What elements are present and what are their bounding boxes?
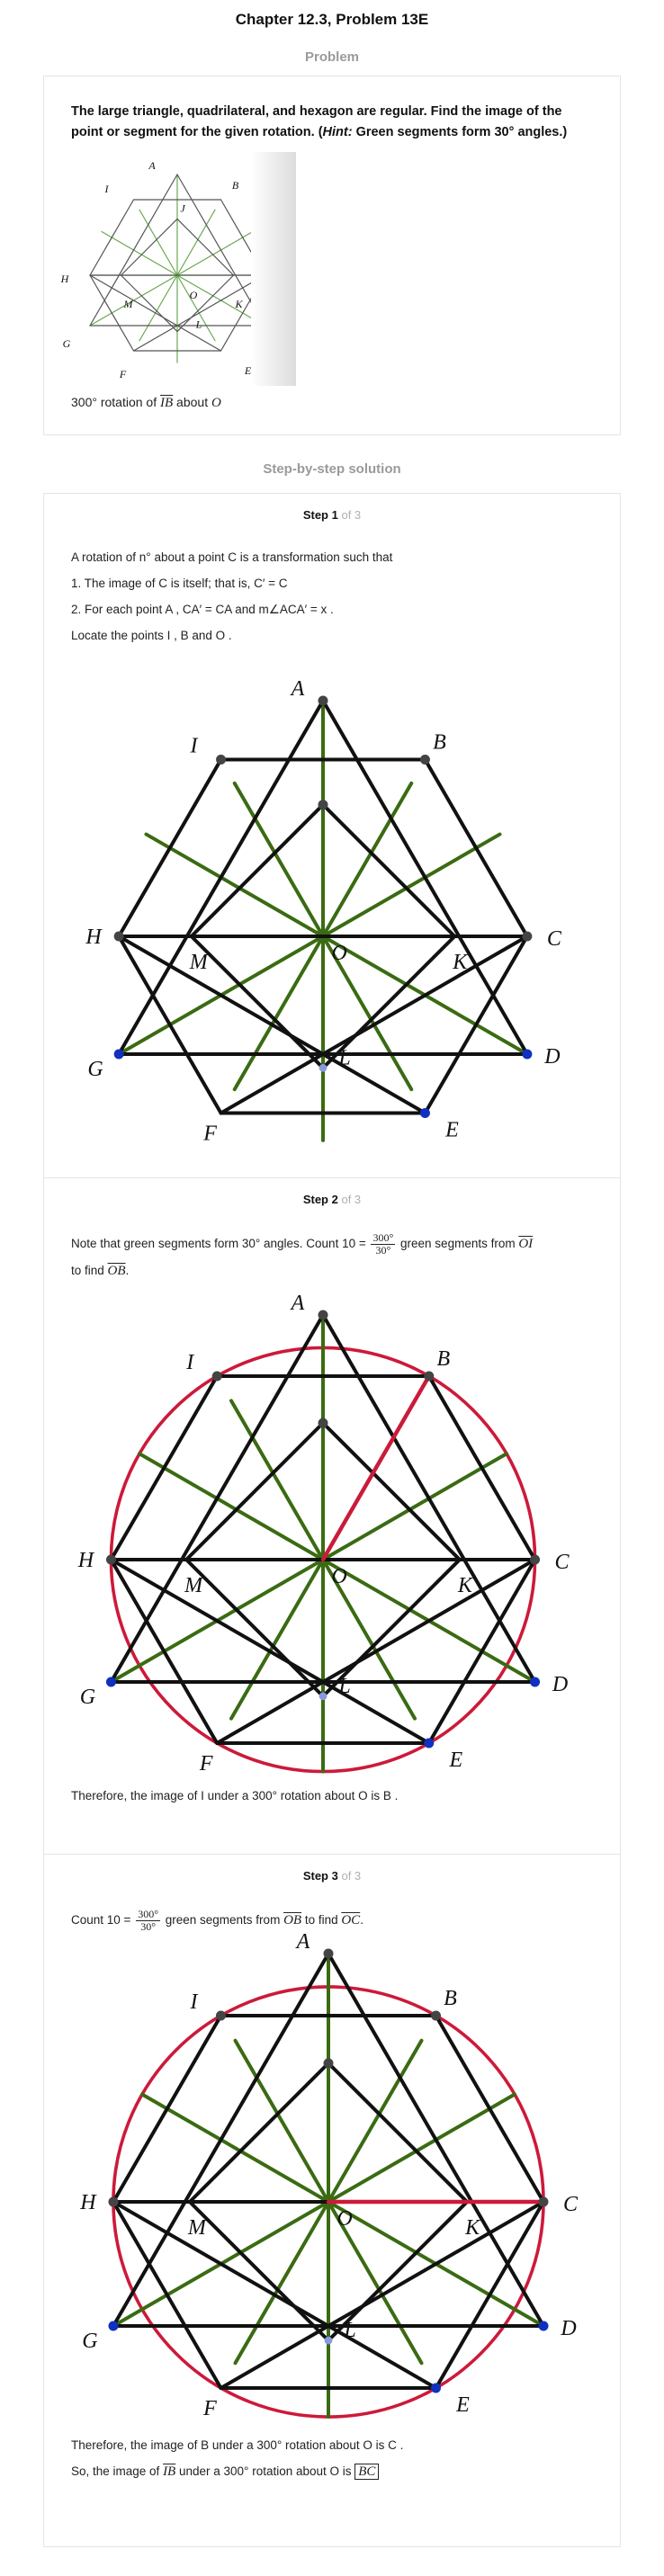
step-3-line-1: Count 10 = $\frac{300^\circ}{30^\circ}$ green segments from $\overline{OB}$ to find $\overline{OC}$. <box>71 1907 363 1933</box>
label-f: F <box>119 368 127 380</box>
label-k: K <box>465 2216 480 2240</box>
point-l <box>319 1692 328 1700</box>
hexagon-edge <box>436 2016 544 2202</box>
step-2-heading: Step 2 of 3 <box>302 1193 362 1206</box>
green-spoke <box>236 2041 329 2202</box>
point-l <box>319 1064 328 1072</box>
triangle-edge <box>113 2202 436 2388</box>
green-spoke <box>328 2094 515 2202</box>
label-a: A <box>291 677 305 701</box>
segment-oc: $\overline{OC}$ <box>341 1913 361 1928</box>
green-spoke <box>231 1560 323 1719</box>
step-3-text <box>44 1894 620 1934</box>
point-a <box>324 1949 334 1959</box>
step-2-figure <box>44 1292 620 1777</box>
label-c: C <box>546 927 561 951</box>
label-b: B <box>444 1987 457 2010</box>
label-h: H <box>77 1549 94 1572</box>
triangle-edge <box>134 275 265 351</box>
problem-card <box>43 76 621 435</box>
problem-figure <box>60 152 296 386</box>
point-d <box>522 1050 532 1060</box>
label-b: B <box>436 1347 451 1371</box>
label-o: O <box>331 942 347 965</box>
point-b <box>431 2011 441 2021</box>
label-k: K <box>453 951 468 974</box>
step-2-line-1: Note that green segments form 30° angles. Count 10 = $\frac{300^\circ}{30^\circ}$ green segments from $\overline{OI}$ <box>71 1230 534 1257</box>
hexagon-edge <box>119 760 220 937</box>
step-1-text <box>44 533 620 648</box>
green-spoke <box>323 1453 507 1560</box>
step-2-conclusion: Therefore, the image of I under a 300° rotation about O is B . <box>71 1789 399 1802</box>
green-spoke <box>142 2094 328 2202</box>
label-k: K <box>457 1574 472 1597</box>
problem-heading: Problem <box>304 49 359 65</box>
label-a: A <box>291 1292 305 1315</box>
step-1-figure <box>44 674 620 1159</box>
triangle-edge <box>111 1315 323 1682</box>
green-spoke <box>147 835 324 936</box>
segment-ob: $\overline{OB}$ <box>107 1264 126 1278</box>
point-h <box>106 1555 116 1565</box>
point-j <box>319 800 328 809</box>
step-1-line-2: 1. The image of C is itself; that is, C′ = C <box>71 577 288 590</box>
step-1-line-1: A rotation of n° about a point C is a transformation such that <box>71 550 393 564</box>
point-g <box>106 1677 116 1687</box>
segment-ob: $\overline{OB}$ <box>283 1913 302 1928</box>
point-c <box>539 2197 549 2207</box>
label-j: J <box>180 201 185 215</box>
step-3-conclusion-2: So, the image of $\overline{IB}$ under a 300° rotation about O is $\overline{BC}$ <box>71 2458 403 2485</box>
label-l: L <box>195 318 202 331</box>
point-e <box>420 1108 430 1118</box>
label-e: E <box>456 2393 470 2417</box>
label-a: A <box>148 159 156 172</box>
hint-label: Hint: <box>322 125 353 139</box>
label-l: L <box>344 2319 356 2343</box>
label-i: I <box>104 183 109 195</box>
solution-heading: Step-by-step solution <box>263 461 401 477</box>
triangle-edge <box>119 701 323 1054</box>
segment-oi: $\overline{OI}$ <box>518 1237 534 1251</box>
label-d: D <box>552 1673 569 1696</box>
label-g: G <box>62 337 71 350</box>
segment-ib: $\overline{IB}$ <box>160 396 174 410</box>
point-d <box>530 1677 540 1687</box>
label-d: D <box>544 1045 561 1069</box>
point-c <box>530 1555 540 1565</box>
label-g: G <box>87 1058 103 1081</box>
label-m: M <box>184 1574 203 1597</box>
step-2 <box>44 1177 620 1854</box>
point-j <box>324 2058 334 2068</box>
green-spoke <box>177 275 215 341</box>
label-m: M <box>187 2216 206 2240</box>
triangle-edge <box>221 936 527 1114</box>
point-g <box>108 2321 118 2331</box>
answer-box: $\overline{BC}$ <box>354 2464 379 2480</box>
triangle-edge <box>323 1315 535 1682</box>
green-spoke <box>328 2041 422 2202</box>
point-e <box>424 1739 434 1749</box>
label-e: E <box>244 364 252 377</box>
point-h <box>114 932 124 942</box>
page-shadow <box>251 152 296 386</box>
segment-ib: $\overline{IB}$ <box>163 2464 176 2479</box>
label-i: I <box>186 1351 194 1374</box>
label-l: L <box>338 1046 351 1070</box>
green-spoke <box>323 783 411 936</box>
label-h: H <box>60 273 69 285</box>
point-j <box>319 1418 328 1428</box>
page-title: Chapter 12.3, Problem 13E <box>235 11 429 28</box>
hexagon-edge <box>425 760 526 937</box>
triangle-edge <box>90 174 177 326</box>
point-g <box>114 1050 124 1060</box>
hexagon-edge <box>90 200 133 275</box>
step-1-line-4: Locate the points I , B and O . <box>71 629 232 642</box>
hexagon-edge <box>90 275 133 351</box>
label-b: B <box>433 730 446 755</box>
step-1-heading: Step 1 of 3 <box>302 508 362 522</box>
label-e: E <box>445 1118 459 1142</box>
triangle-edge <box>217 1560 534 1743</box>
label-k: K <box>235 298 243 310</box>
label-i: I <box>190 734 198 758</box>
step-1 <box>44 494 620 1177</box>
point-i <box>212 1372 222 1382</box>
hexagon-edge <box>113 2016 221 2202</box>
green-spoke <box>323 835 500 936</box>
triangle-edge <box>328 1954 543 2326</box>
point-e <box>431 2384 441 2393</box>
step-3-heading: Step 3 of 3 <box>302 1869 362 1883</box>
point-b <box>420 755 430 765</box>
point-a <box>319 696 328 706</box>
hexagon-edge <box>111 1376 217 1560</box>
label-g: G <box>79 1686 96 1709</box>
label-h: H <box>85 926 102 949</box>
green-spoke <box>139 210 177 275</box>
triangle-edge <box>90 275 220 351</box>
center-o: O <box>211 396 221 410</box>
triangle-edge <box>323 701 527 1054</box>
label-i: I <box>190 1990 198 2014</box>
point-a <box>319 1310 328 1320</box>
point-i <box>216 2011 226 2021</box>
green-spoke <box>139 275 177 341</box>
fraction: $\frac{300^\circ}{30^\circ}$ <box>138 1907 158 1933</box>
green-spoke <box>139 1453 323 1560</box>
triangle-edge <box>220 2202 543 2388</box>
green-spoke <box>236 2202 329 2363</box>
label-m: M <box>189 951 208 974</box>
point-c <box>522 932 532 942</box>
point-l <box>325 2337 333 2345</box>
label-l: L <box>338 1674 351 1698</box>
step-3-conclusion <box>44 2432 430 2485</box>
label-e: E <box>449 1749 463 1772</box>
problem-question: 300° rotation of $\overline{IB}$ about O <box>71 395 221 410</box>
step-3-figure <box>44 1930 620 2427</box>
green-spoke <box>177 232 253 275</box>
label-o: O <box>331 1565 347 1588</box>
step-2-text <box>44 1218 620 1284</box>
point-b <box>424 1372 434 1382</box>
label-o: O <box>189 289 198 301</box>
triangle-edge <box>119 936 425 1114</box>
label-f: F <box>203 1122 217 1146</box>
label-c: C <box>563 2193 579 2216</box>
step-3 <box>44 1854 620 2546</box>
label-d: D <box>561 2317 577 2340</box>
label-a: A <box>296 1930 310 1954</box>
green-spoke <box>231 1400 323 1560</box>
point-i <box>216 755 226 765</box>
label-c: C <box>554 1551 570 1574</box>
triangle-edge <box>111 1560 428 1743</box>
step-2-line-2: to find $\overline{OB}$. <box>71 1264 130 1278</box>
fraction: $\frac{300^\circ}{30^\circ}$ <box>372 1230 394 1257</box>
point-d <box>539 2321 549 2331</box>
label-g: G <box>82 2330 98 2353</box>
hexagon-edge <box>429 1376 535 1560</box>
problem-statement: The large triangle, quadrilateral, and hexagon are regular. Find the image of the point or segment for the given rotation. (Hint: Green segments form 30° angles.) <box>71 104 568 139</box>
label-f: F <box>203 2397 217 2420</box>
label-m: M <box>123 298 133 310</box>
triangle-edge <box>113 1954 328 2326</box>
green-spoke <box>177 210 215 275</box>
solution-card <box>43 493 621 2547</box>
label-h: H <box>80 2191 96 2214</box>
label-b: B <box>231 179 239 192</box>
step-3-conclusion-1: Therefore, the image of B under a 300° rotation about O is C . <box>71 2438 404 2452</box>
green-spoke <box>235 783 323 936</box>
green-spoke <box>102 232 177 275</box>
point-h <box>108 2197 118 2207</box>
label-f: F <box>199 1752 213 1775</box>
step-1-line-3: 2. For each point A , CA′ = CA and m∠ACA′ = x . <box>71 603 334 616</box>
label-o: O <box>336 2207 353 2231</box>
